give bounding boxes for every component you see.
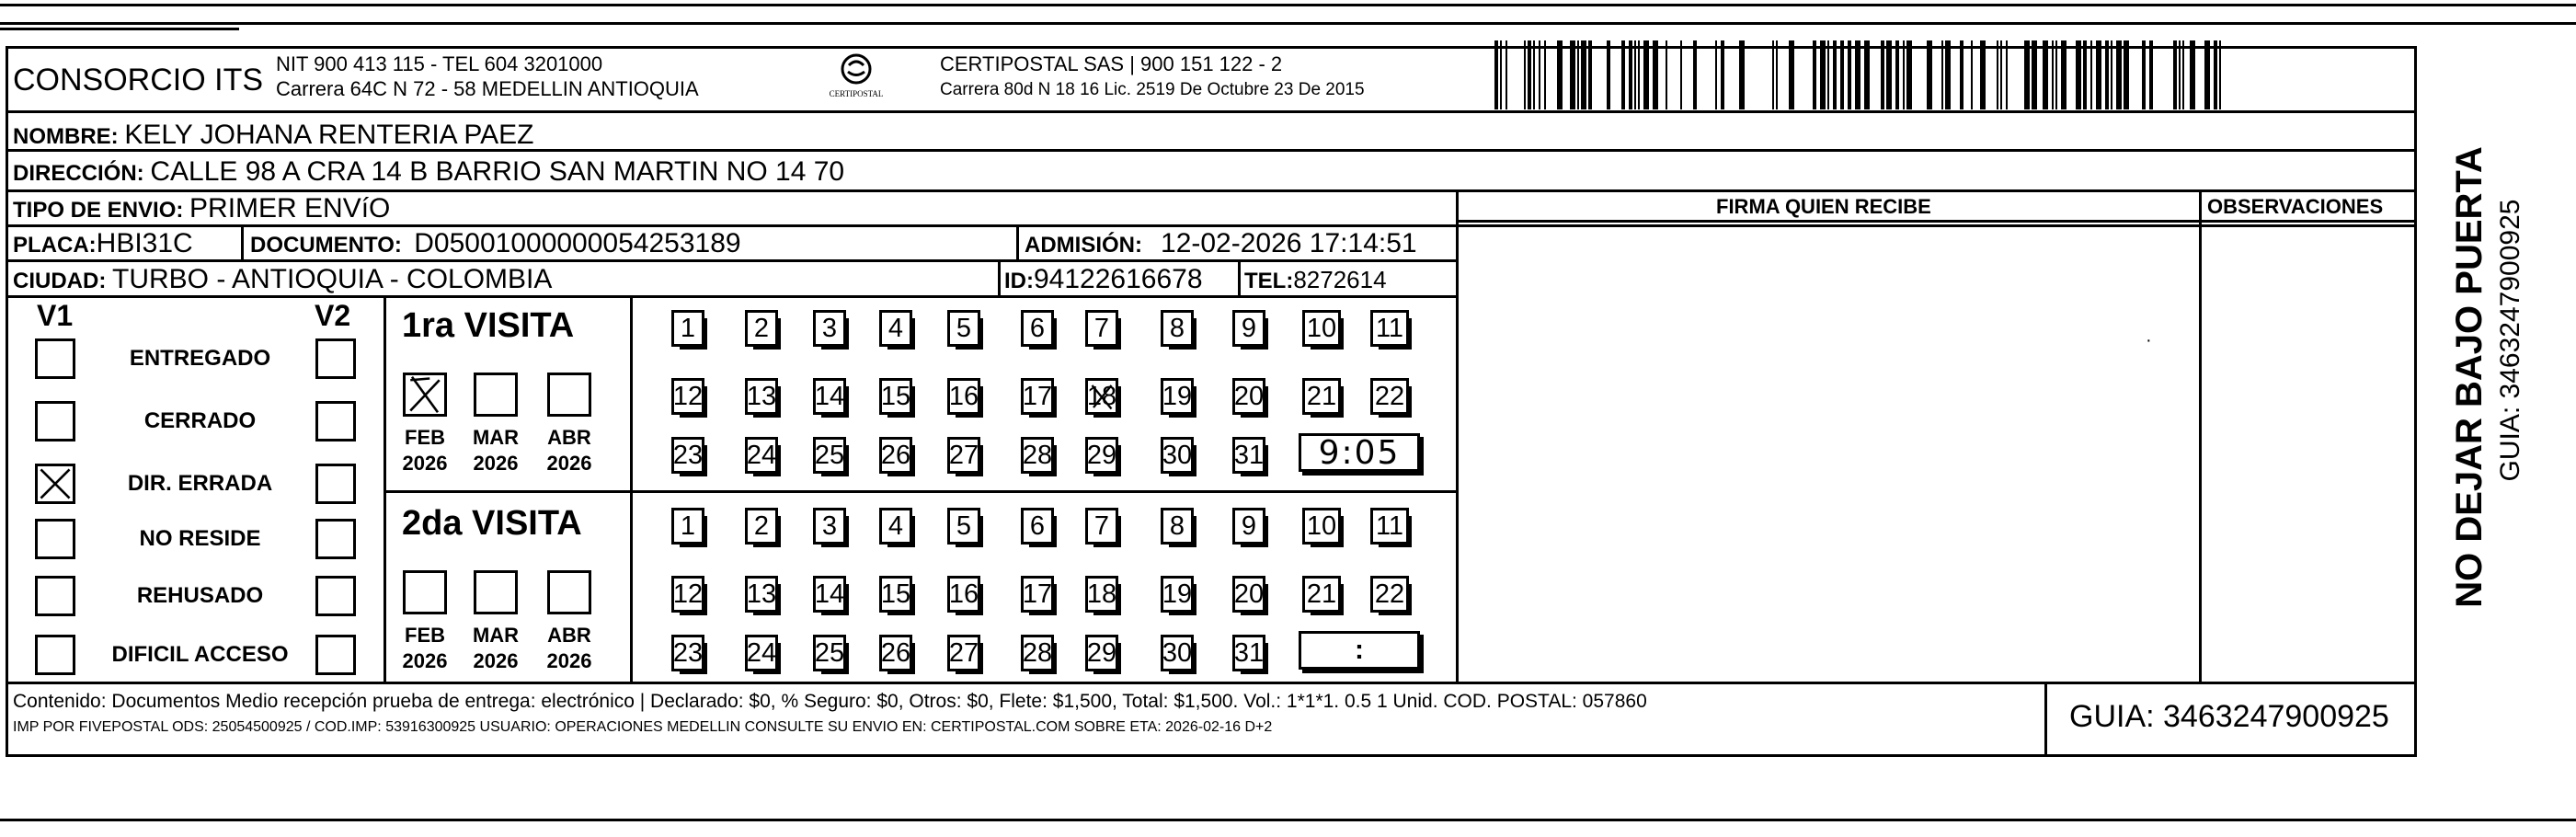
day-number: 26: [880, 637, 911, 668]
row-line-5: [6, 295, 1459, 298]
month-label: MAR: [472, 426, 520, 449]
day-number: 14: [814, 579, 845, 609]
month-label: MAR: [472, 624, 520, 647]
day-box[interactable]: [1232, 378, 1265, 415]
v1-checkbox[interactable]: [35, 338, 75, 379]
day-number: 17: [1022, 381, 1053, 411]
observaciones-area[interactable]: [2202, 223, 2417, 682]
day-number: 25: [814, 637, 845, 668]
month-label: FEB: [405, 426, 445, 449]
day-box[interactable]: [1161, 437, 1194, 474]
no-dejar-text: NO DEJAR BAJO PUERTA: [2449, 146, 2490, 608]
day-box[interactable]: [1021, 310, 1054, 347]
day-box[interactable]: [1085, 378, 1118, 415]
day-box[interactable]: [813, 378, 846, 415]
day-box[interactable]: [1302, 576, 1341, 613]
day-box[interactable]: [1232, 508, 1265, 545]
direccion-label: DIRECCIÓN: CALLE 98 A CRA 14 B BARRIO SAN MARTIN NO 14 70: [13, 156, 845, 187]
time-field[interactable]: [1299, 433, 1420, 472]
visit-title: 1ra VISITA: [402, 306, 575, 345]
day-box[interactable]: [947, 310, 980, 347]
day-number: 3: [821, 510, 838, 541]
day-box[interactable]: [1370, 576, 1409, 613]
day-number: 28: [1022, 440, 1053, 470]
v2-checkbox[interactable]: [315, 464, 356, 504]
day-box[interactable]: [879, 576, 912, 613]
month-checkbox[interactable]: [403, 373, 447, 417]
day-number: 25: [814, 440, 845, 470]
day-number: 30: [1162, 440, 1193, 470]
day-box[interactable]: [813, 508, 846, 545]
status-label: CERRADO: [143, 408, 257, 433]
month-checkbox[interactable]: [474, 570, 518, 614]
day-number: 5: [956, 313, 972, 343]
day-box[interactable]: [1370, 508, 1409, 545]
time-value: 9:05: [1318, 433, 1401, 472]
v2-checkbox[interactable]: [315, 635, 356, 675]
day-number: 30: [1162, 637, 1193, 668]
day-number: 12: [672, 381, 704, 411]
tipo-label: TIPO DE ENVIO: PRIMER ENVíO: [13, 193, 391, 224]
day-number: 10: [1306, 510, 1337, 541]
day-box[interactable]: [813, 437, 846, 474]
contenido-text: Contenido: Documentos Medio recepción prueba de entrega: electrónico | Declarado: $0, % Seguro: $0, Otros: $0, Flete: $1,500, Total: $1,500. Vol.: 1*1*1. 0.5 1 Unid. COD. POSTAL: 057860: [13, 691, 1647, 712]
month-checkbox[interactable]: [547, 570, 591, 614]
day-number: 6: [1029, 313, 1046, 343]
day-box[interactable]: [879, 508, 912, 545]
day-number: 13: [746, 579, 777, 609]
day-box[interactable]: [813, 310, 846, 347]
row-line-4: [6, 259, 1459, 262]
day-number: 19: [1162, 381, 1193, 411]
day-box[interactable]: [745, 310, 778, 347]
day-box[interactable]: [1085, 508, 1118, 545]
day-box[interactable]: [1021, 576, 1054, 613]
day-box[interactable]: [1161, 310, 1194, 347]
day-box[interactable]: [671, 437, 704, 474]
day-number: 29: [1086, 440, 1117, 470]
day-box[interactable]: [947, 576, 980, 613]
day-box[interactable]: [813, 635, 846, 671]
day-box[interactable]: [1232, 635, 1265, 671]
month-checkbox[interactable]: [547, 373, 591, 417]
day-number: 23: [672, 440, 704, 470]
day-number: 9: [1241, 510, 1257, 541]
status-label: REHUSADO: [136, 583, 264, 608]
company-name: CONSORCIO ITS: [13, 63, 264, 97]
month-checkbox[interactable]: [403, 570, 447, 614]
day-number: 19: [1162, 579, 1193, 609]
nombre-value: KELY JOHANA RENTERIA PAEZ: [124, 120, 534, 150]
day-number: 17: [1022, 579, 1053, 609]
day-number: 10: [1306, 313, 1337, 343]
status-label: NO RESIDE: [139, 526, 261, 551]
day-number: 15: [880, 579, 911, 609]
month-year: 2026: [473, 452, 519, 475]
id-label: ID:94122616678: [1004, 264, 1203, 294]
visit-title: 2da VISITA: [402, 504, 582, 543]
day-number: 2: [753, 313, 770, 343]
day-box[interactable]: [1232, 576, 1265, 613]
day-box[interactable]: [1232, 310, 1265, 347]
v1-label: V1: [37, 299, 74, 332]
day-box[interactable]: [947, 508, 980, 545]
day-number: 27: [948, 637, 979, 668]
ciudad-value: TURBO - ANTIOQUIA - COLOMBIA: [112, 264, 553, 294]
month-label: ABR: [547, 426, 591, 449]
day-number: 29: [1086, 637, 1117, 668]
day-box[interactable]: [671, 635, 704, 671]
barcode: [1494, 40, 2227, 109]
day-number: 8: [1169, 510, 1185, 541]
v1-checkbox[interactable]: [35, 635, 75, 675]
v2-checkbox[interactable]: [315, 576, 356, 616]
v2-checkbox[interactable]: [315, 338, 356, 379]
day-number: 20: [1233, 381, 1265, 411]
status-right-rule: [384, 295, 386, 682]
day-number: 9: [1241, 313, 1257, 343]
day-number: 18: [1086, 579, 1117, 609]
stray-dot: ·: [2146, 330, 2152, 350]
day-number: 21: [1306, 381, 1337, 411]
day-box[interactable]: [671, 310, 704, 347]
sep-doc: [241, 224, 244, 259]
day-number: 7: [1093, 510, 1110, 541]
top-rule: [0, 4, 2576, 6]
v2-checkbox[interactable]: [315, 401, 356, 441]
day-number: 15: [880, 381, 911, 411]
admision-label: ADMISIÓN: 12-02-2026 17:14:51: [1025, 228, 1417, 258]
day-number: 18: [1086, 381, 1117, 411]
month-year: 2026: [402, 649, 448, 672]
svg-text:CERTIPOSTAL: CERTIPOSTAL: [829, 89, 884, 98]
day-box[interactable]: [1370, 310, 1409, 347]
day-number: 11: [1375, 313, 1404, 343]
day-box[interactable]: [745, 508, 778, 545]
day-number: 7: [1093, 313, 1110, 343]
placa-value: HBI31C: [96, 228, 193, 258]
tel-value: 8272614: [1293, 266, 1387, 293]
sep-tel: [1238, 259, 1241, 295]
day-box[interactable]: [947, 378, 980, 415]
day-number: 12: [672, 579, 704, 609]
direccion-value: CALLE 98 A CRA 14 B BARRIO SAN MARTIN NO 14 70: [150, 156, 845, 187]
month-year: 2026: [546, 452, 592, 475]
id-value: 94122616678: [1034, 264, 1203, 294]
day-number: 31: [1233, 637, 1265, 668]
address-line: Carrera 64C N 72 - 58 MEDELLIN ANTIOQUIA: [276, 77, 699, 100]
signature-area[interactable]: [1459, 223, 2199, 682]
day-number: 11: [1375, 510, 1404, 541]
documento-label: DOCUMENTO: D05001000000054253189: [250, 228, 741, 258]
day-number: 21: [1306, 579, 1337, 609]
day-box[interactable]: [879, 310, 912, 347]
day-box[interactable]: [1021, 437, 1054, 474]
day-number: 4: [887, 313, 904, 343]
side-guia: GUIA: 3463247900925: [2495, 199, 2525, 482]
day-number: 5: [956, 510, 972, 541]
day-number: 26: [880, 440, 911, 470]
day-number: 20: [1233, 579, 1265, 609]
v2-checkbox[interactable]: [315, 519, 356, 559]
next-form-rule: [0, 819, 2576, 821]
day-box[interactable]: [745, 378, 778, 415]
day-box[interactable]: [1161, 378, 1194, 415]
day-box[interactable]: [1021, 508, 1054, 545]
side-text: [2423, 110, 2525, 662]
status-label: DIFICIL ACCESO: [111, 642, 289, 667]
month-label: ABR: [547, 624, 591, 647]
day-box[interactable]: [1302, 310, 1341, 347]
v1-checkbox[interactable]: [35, 519, 75, 559]
certipostal-line: CERTIPOSTAL SAS | 900 151 122 - 2: [940, 52, 1283, 75]
tipo-value: PRIMER ENVíO: [189, 193, 391, 224]
day-box[interactable]: [671, 508, 704, 545]
observaciones-label: OBSERVACIONES: [2207, 195, 2384, 218]
day-number: 24: [746, 637, 777, 668]
day-box[interactable]: [745, 437, 778, 474]
tel-label: TEL:8272614: [1244, 266, 1387, 293]
day-box[interactable]: [1085, 576, 1118, 613]
nit-line: NIT 900 413 115 - TEL 604 3201000: [276, 52, 603, 75]
time-field[interactable]: [1299, 631, 1420, 670]
day-number: 4: [887, 510, 904, 541]
day-box[interactable]: [1161, 576, 1194, 613]
month-year: 2026: [546, 649, 592, 672]
day-number: 1: [680, 510, 696, 541]
day-box[interactable]: [879, 437, 912, 474]
day-box[interactable]: [745, 635, 778, 671]
day-box[interactable]: [1161, 635, 1194, 671]
day-box[interactable]: [1021, 635, 1054, 671]
day-box[interactable]: [879, 378, 912, 415]
day-box[interactable]: [947, 635, 980, 671]
day-box[interactable]: [1085, 310, 1118, 347]
day-number: 22: [1374, 381, 1405, 411]
v1-checkbox[interactable]: [35, 576, 75, 616]
day-number: 2: [753, 510, 770, 541]
day-number: 6: [1029, 510, 1046, 541]
status-label: ENTREGADO: [129, 346, 271, 371]
day-number: 16: [948, 381, 979, 411]
row-line-2: [6, 189, 2417, 192]
day-number: 16: [948, 579, 979, 609]
time-value: :: [1355, 635, 1364, 665]
day-box[interactable]: [1370, 378, 1409, 415]
day-number: 28: [1022, 637, 1053, 668]
day-box[interactable]: [671, 378, 704, 415]
day-box[interactable]: [1302, 508, 1341, 545]
v2-label: V2: [315, 299, 351, 332]
day-number: 22: [1374, 579, 1405, 609]
visit-divider: [384, 490, 1459, 493]
imp-text: IMP POR FIVEPOSTAL ODS: 25054500925 / COD.IMP: 53916300925 USUARIO: OPERACIONES MEDELLIN CONSULTE SU ENVIO EN: CERTIPOSTAL.COM SOBRE ETA: 2026-02-16 D+2: [13, 719, 1273, 735]
month-checkbox[interactable]: [474, 373, 518, 417]
top-rule-left: [0, 28, 239, 30]
status-label: DIR. ERRADA: [127, 471, 273, 496]
day-number: 31: [1233, 440, 1265, 470]
ciudad-label: CIUDAD: TURBO - ANTIOQUIA - COLOMBIA: [13, 264, 553, 294]
license-line: Carrera 80d N 18 16 Lic. 2519 De Octubre 23 De 2015: [940, 80, 1365, 99]
day-number: 1: [680, 313, 696, 343]
day-box[interactable]: [947, 437, 980, 474]
sep-admision: [1016, 224, 1019, 259]
day-number: 23: [672, 637, 704, 668]
day-number: 27: [948, 440, 979, 470]
v1-checkbox[interactable]: [35, 401, 75, 441]
visit-title-sep: [630, 295, 633, 682]
day-box[interactable]: [813, 576, 846, 613]
day-number: 8: [1169, 313, 1185, 343]
admision-value: 12-02-2026 17:14:51: [1161, 228, 1417, 258]
day-box[interactable]: [1085, 635, 1118, 671]
day-box[interactable]: [1021, 378, 1054, 415]
day-box[interactable]: [745, 576, 778, 613]
day-box[interactable]: [1085, 437, 1118, 474]
info-top-rule: [6, 110, 2417, 113]
day-box[interactable]: [1232, 437, 1265, 474]
day-number: 24: [746, 440, 777, 470]
placa-label: PLACA:HBI31C: [13, 228, 193, 258]
day-box[interactable]: [1302, 378, 1341, 415]
footer-guia: GUIA: 3463247900925: [2069, 699, 2389, 734]
nombre-label: NOMBRE: KELY JOHANA RENTERIA PAEZ: [13, 120, 534, 150]
documento-value: D05001000000054253189: [414, 228, 741, 258]
sep-id: [998, 259, 1001, 295]
day-box[interactable]: [671, 576, 704, 613]
month-year: 2026: [473, 649, 519, 672]
certipostal-logo: [824, 51, 888, 102]
month-label: FEB: [405, 624, 445, 647]
v1-checkbox[interactable]: [35, 464, 75, 504]
day-number: 3: [821, 313, 838, 343]
firma-label: FIRMA QUIEN RECIBE: [1716, 195, 1931, 218]
day-number: 14: [814, 381, 845, 411]
day-box[interactable]: [1161, 508, 1194, 545]
day-box[interactable]: [879, 635, 912, 671]
month-year: 2026: [402, 452, 448, 475]
top-rule-2: [0, 22, 2576, 25]
day-number: 13: [746, 381, 777, 411]
